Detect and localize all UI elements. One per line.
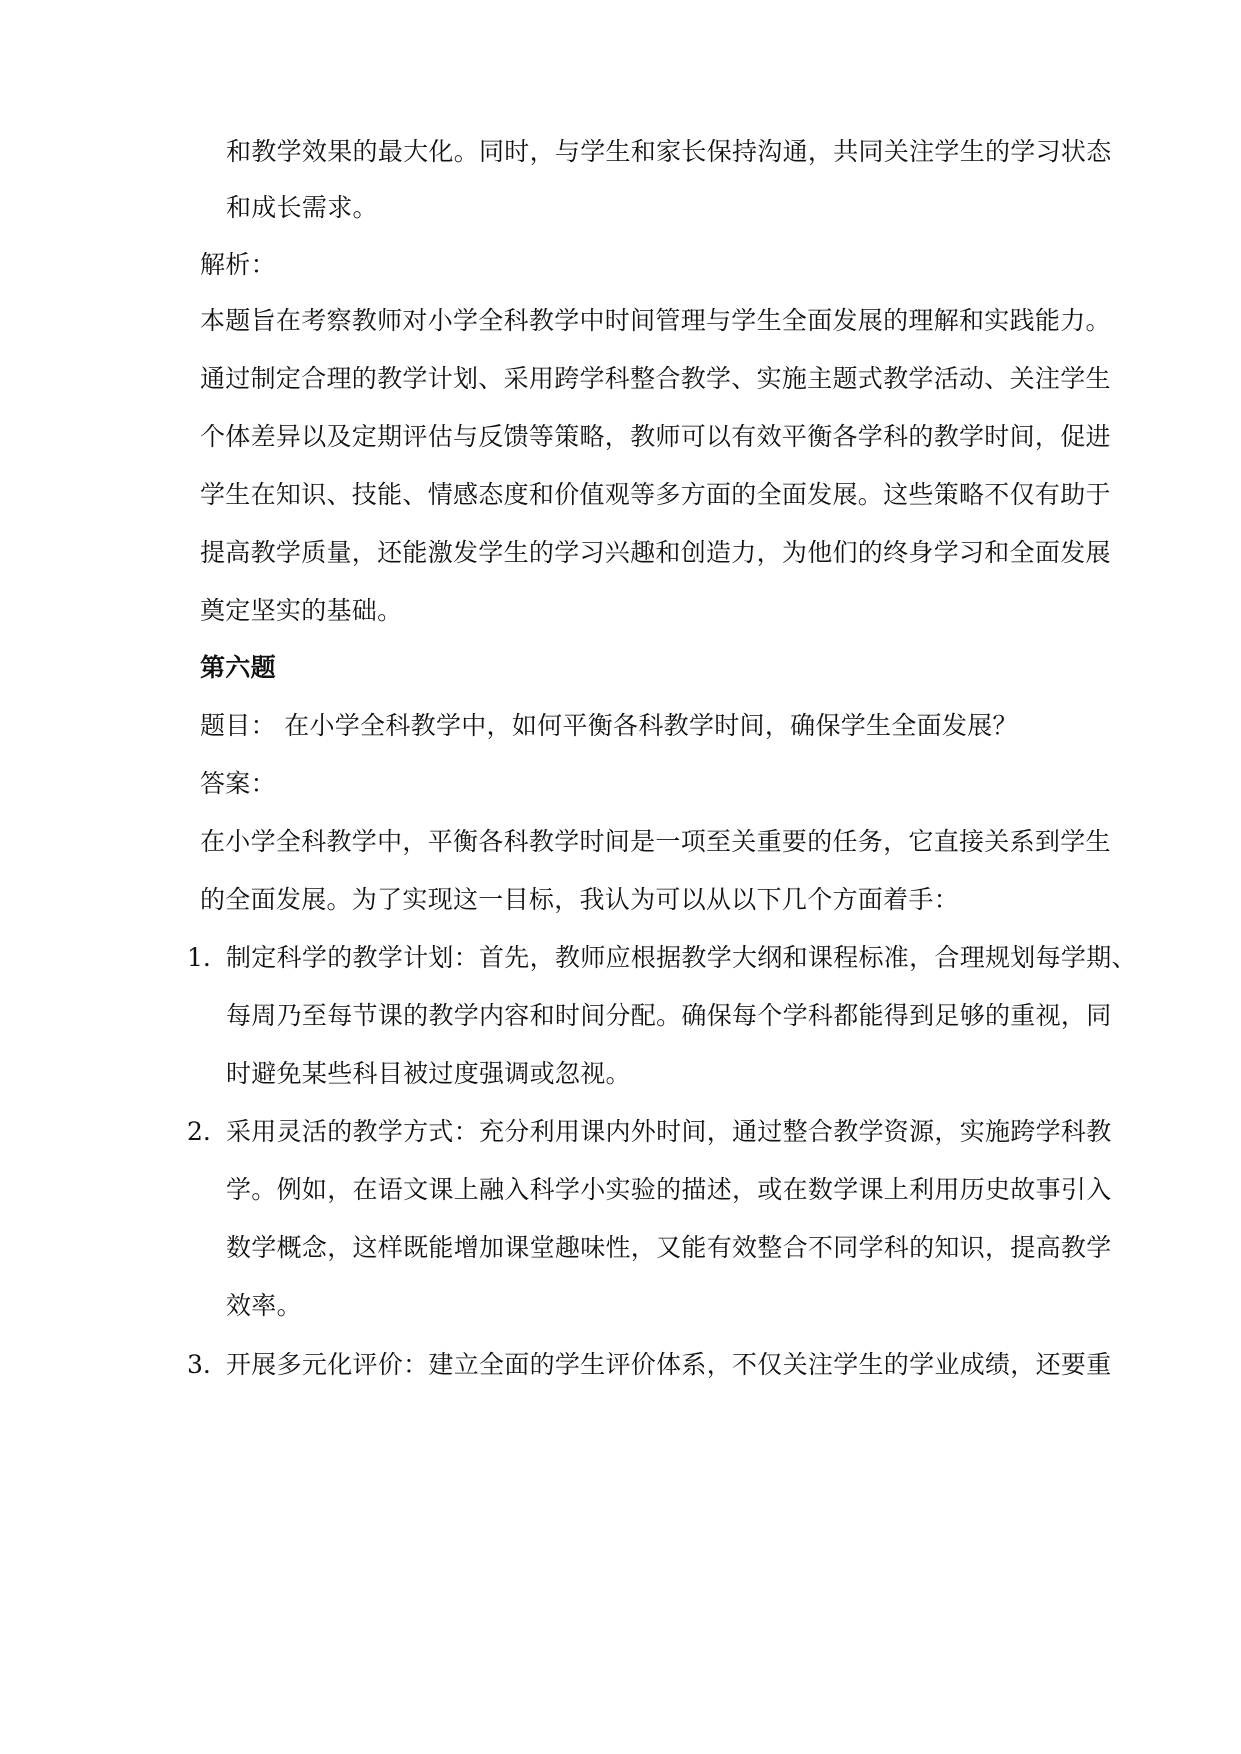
- answer-intro-line-2: 的全面发展。为了实现这一目标，我认为可以从以下几个方面着手：: [200, 885, 960, 914]
- list-item-2-line-2: 学。例如，在语文课上融入科学小实验的描述，或在数学课上利用历史故事引入: [226, 1175, 1112, 1204]
- list-item-1-line-1: 制定科学的教学计划：首先，教师应根据教学大纲和课程标准，合理规划每学期、: [226, 943, 1137, 972]
- answer-label: 答案：: [200, 769, 276, 798]
- continuation-line-1: 和教学效果的最大化。同时，与学生和家长保持沟通，共同关注学生的学习状态: [226, 137, 1112, 166]
- question-heading: 第六题: [200, 653, 276, 682]
- list-item-3-line-1: 开展多元化评价：建立全面的学生评价体系，不仅关注学生的学业成绩，还要重: [226, 1350, 1112, 1379]
- continuation-line-2: 和成长需求。: [226, 193, 378, 222]
- list-item-1-line-3: 时避免某些科目被过度强调或忽视。: [226, 1059, 631, 1088]
- analysis-line-1: 本题旨在考察教师对小学全科教学中时间管理与学生全面发展的理解和实践能力。: [200, 306, 1111, 335]
- list-item-number: 2.: [187, 1117, 211, 1146]
- analysis-line-6: 奠定坚实的基础。: [200, 596, 403, 625]
- answer-intro-line-1: 在小学全科教学中，平衡各科教学时间是一项至关重要的任务，它直接关系到学生: [200, 827, 1111, 856]
- list-item-1-line-2: 每周乃至每节课的教学内容和时间分配。确保每个学科都能得到足够的重视，同: [226, 1001, 1112, 1030]
- question-line: 题目： 在小学全科教学中，如何平衡各科教学时间，确保学生全面发展？: [200, 711, 1018, 740]
- analysis-line-5: 提高教学质量，还能激发学生的学习兴趣和创造力，为他们的终身学习和全面发展: [200, 538, 1111, 567]
- list-item-2-line-4: 效率。: [226, 1291, 302, 1320]
- list-item-2-line-1: 采用灵活的教学方式：充分利用课内外时间，通过整合教学资源，实施跨学科教: [226, 1117, 1112, 1146]
- analysis-label: 解析：: [200, 250, 276, 279]
- analysis-line-4: 学生在知识、技能、情感态度和价值观等多方面的全面发展。这些策略不仅有助于: [200, 480, 1111, 509]
- analysis-line-2: 通过制定合理的教学计划、采用跨学科整合教学、实施主题式教学活动、关注学生: [200, 364, 1111, 393]
- list-item-2-line-3: 数学概念，这样既能增加课堂趣味性，又能有效整合不同学科的知识，提高教学: [226, 1233, 1112, 1262]
- analysis-line-3: 个体差异以及定期评估与反馈等策略，教师可以有效平衡各学科的教学时间，促进: [200, 422, 1111, 451]
- list-item-number: 3.: [187, 1350, 211, 1379]
- list-item-number: 1.: [187, 943, 211, 972]
